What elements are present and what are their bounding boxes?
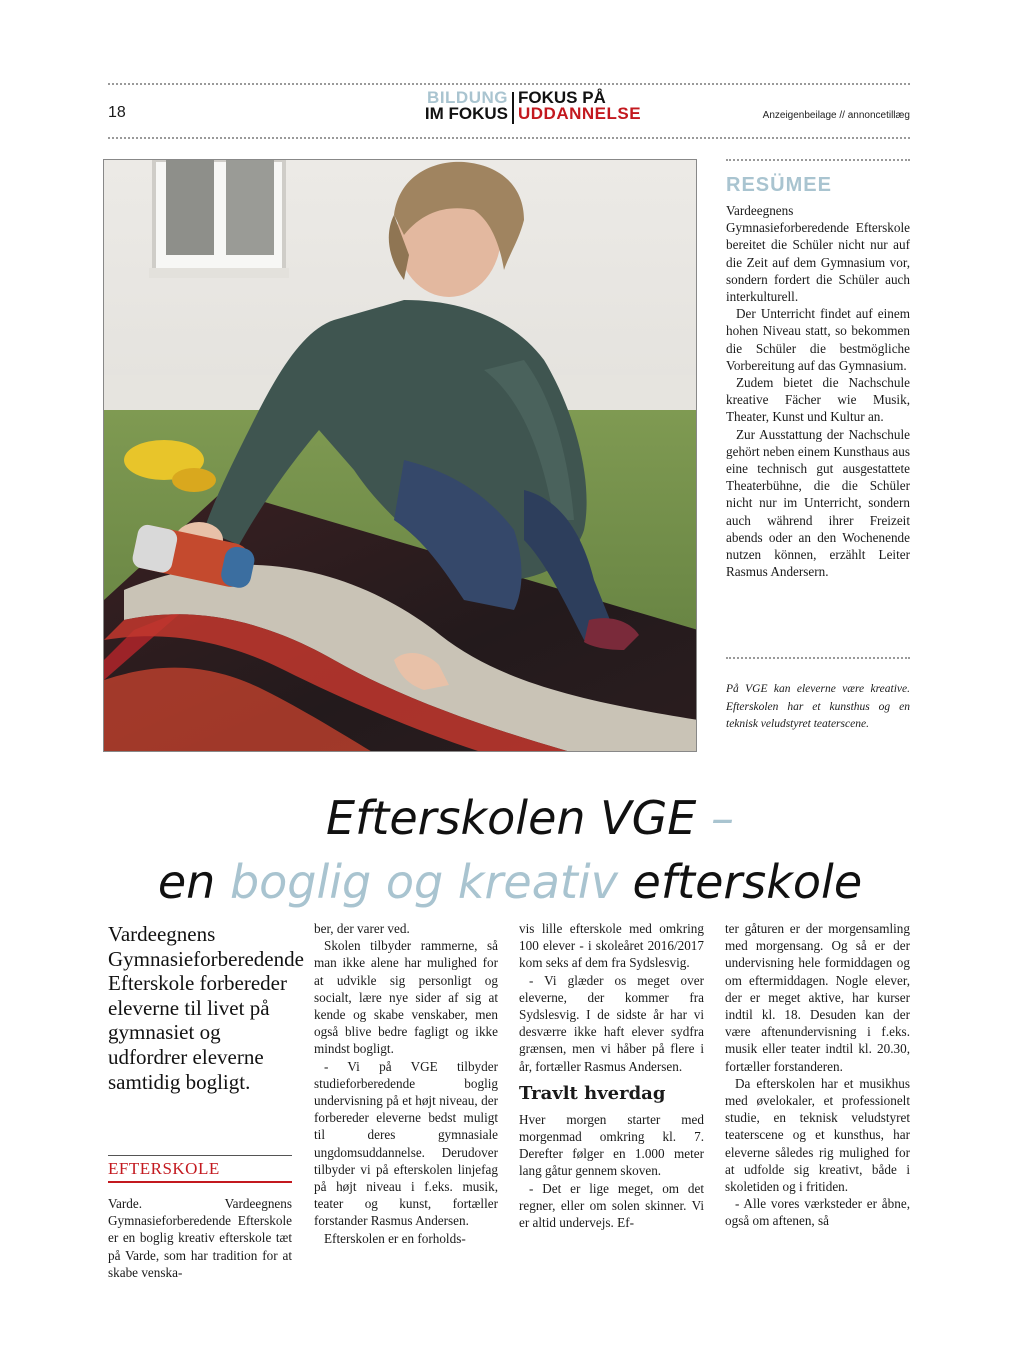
masthead-separator xyxy=(512,92,514,124)
masthead-de-line2: IM FOKUS xyxy=(424,104,508,123)
masthead-danish xyxy=(518,90,641,122)
supplement-label: Anzeigenbeilage // annoncetillæg xyxy=(762,110,910,121)
headline-dash: – xyxy=(696,791,734,845)
masthead-logo xyxy=(396,90,670,126)
article-paragraph: Hver morgen starter med morgenmad omkring kl. 7. Derefter følger en 1.000 meter lang gåtur gennem skoven. xyxy=(519,1111,704,1179)
article-column-3 xyxy=(519,920,704,1231)
top-divider xyxy=(108,83,910,85)
headline-line2 xyxy=(100,850,920,914)
resumee-paragraph: Zudem bietet die Nachschule kreative Fächer wie Musik, Theater, Kunst und Kultur an. xyxy=(726,375,910,425)
photo-illustration xyxy=(104,160,697,752)
article-paragraph: - Det er lige meget, om det regner, eller om solen skinner. Vi er altid undervejs. Ef- xyxy=(519,1180,704,1231)
article-paragraph: ber, der varer ved. xyxy=(314,921,410,936)
resumee-paragraph: Der Unterricht findet auf einem hohen Niveau statt, so bekommen die Schüler die bestmögliche Vorbereitung auf das Gymnasium. xyxy=(726,306,910,373)
resumee-paragraph: Vardeegnens Gymnasieforberedende Efterskole bereitet die Schüler nicht nur auf die Zeit auf dem Gymnasium vor, sondern fordert die Schüler auch interkulturell. xyxy=(726,203,910,305)
article-subhead: Travlt hverdag xyxy=(519,1082,666,1104)
photo-caption: På VGE kan eleverne være kreative. Efterskolen har et kunsthus og en teknisk veludstyret teaterscene. xyxy=(726,683,910,730)
article-headline xyxy=(100,786,920,914)
headline-line1 xyxy=(140,786,920,850)
article-paragraph: - Vi glæder os meget over eleverne, der kommer fra Sydslesvig. I de sidste år har vi desværre ikke haft elever sydfra grænsen, men vi håber på flere i år, fortæller Rasmus Andersen. xyxy=(519,972,704,1074)
article-lede: Vardeegnens Gymnasieforberedende Efterskole forbereder eleverne til livet på gymnasiet og udfordrer eleverne samtidig bogligt. xyxy=(108,922,304,1094)
article-paragraph: Efterskolen er en forholds- xyxy=(324,1230,466,1246)
article-paragraph: - Vi på VGE tilbyder studieforberedende boglig undervisning på et højt niveau, der forbereder eleverne bedst muligt til deres gymnasiale ungdomsuddannelse. Derudover tilbyder vi på efterskolen linjefag på højt niveau i f.eks. musik, teater og kunst, fortæller forstander Rasmus Andersen. xyxy=(314,1058,498,1229)
masthead-de-line1: BILDUNG xyxy=(427,88,508,107)
article-column-2 xyxy=(314,920,498,1247)
section-tag: EFTERSKOLE xyxy=(108,1159,220,1178)
resumee-title: RESÜMEE xyxy=(726,174,832,196)
article-column-4 xyxy=(725,920,910,1230)
headline-highlight: boglig og kreativ xyxy=(229,855,618,909)
article-paragraph: ter gåturen er der morgensamling med morgensang. Og så er der undervisning hele formiddagen og om eftermiddagen. Nogle elever, der er meget aktive, har kurser indtil kl. 18. Desuden kan der være aftenundervisning i f.eks. musik eller teater indtil kl. 20.30, fortæller forstanderen. xyxy=(725,921,910,1074)
headline-end: efterskole xyxy=(617,855,863,909)
headline-main: Efterskolen VGE xyxy=(326,791,697,845)
page-number: 18 xyxy=(108,104,126,121)
resumee-bottom-divider xyxy=(726,657,910,659)
masthead-dk-line2: UDDANNELSE xyxy=(518,104,642,123)
article-paragraph: vis lille efterskole med omkring 100 elever - i skoleåret 2016/2017 kom seks af dem fra Sydslesvig. xyxy=(519,921,704,971)
section-underline xyxy=(108,1181,292,1183)
resumee-paragraph: Zur Ausstattung der Nachschule gehört neben einem Kunsthaus aus eine technisch gut ausgestattete Theaterbühne, die die Schüler nicht nur im Unterricht, sondern auch während ihrer Freizeit abends oder an den Wochenende nutzen können, erzählt Leiter Rasmus Andersern. xyxy=(726,426,910,580)
article-paragraph: Skolen tilbyder rammerne, så man ikke alene har mulighed for at udvikle sig personligt og socialt, lære nye sider af sig at kende og skabe venskaber, men også blive bedre fagligt og ikke mindst bogligt. xyxy=(314,938,498,1057)
masthead-dk-line1: FOKUS PÅ xyxy=(518,88,606,107)
article-paragraph: Da efterskolen har et musikhus med øvelokaler, et professionelt studie, en teknisk veludstyret teaterscene og et kunsthus, har eleverne således rig mulighed for at udfolde sig kreativt, både i skoletiden og i fritiden. xyxy=(725,1075,910,1195)
masthead-german xyxy=(396,90,508,122)
article-column-1 xyxy=(108,1195,292,1281)
article-photo xyxy=(103,159,697,752)
article-paragraph: - Alle vores værksteder er åbne, også om aftenen, så xyxy=(725,1196,910,1229)
article-paragraph: Varde. Vardeegnens Gymnasieforberedende Efterskole er en boglig kreativ efterskole tæt på Varde, som har tradition for at skabe venska- xyxy=(108,1196,292,1280)
resumee-body xyxy=(726,202,910,580)
header-divider xyxy=(108,137,910,139)
section-rule xyxy=(108,1155,292,1156)
resumee-top-divider xyxy=(726,159,910,161)
headline-start: en xyxy=(157,855,230,909)
